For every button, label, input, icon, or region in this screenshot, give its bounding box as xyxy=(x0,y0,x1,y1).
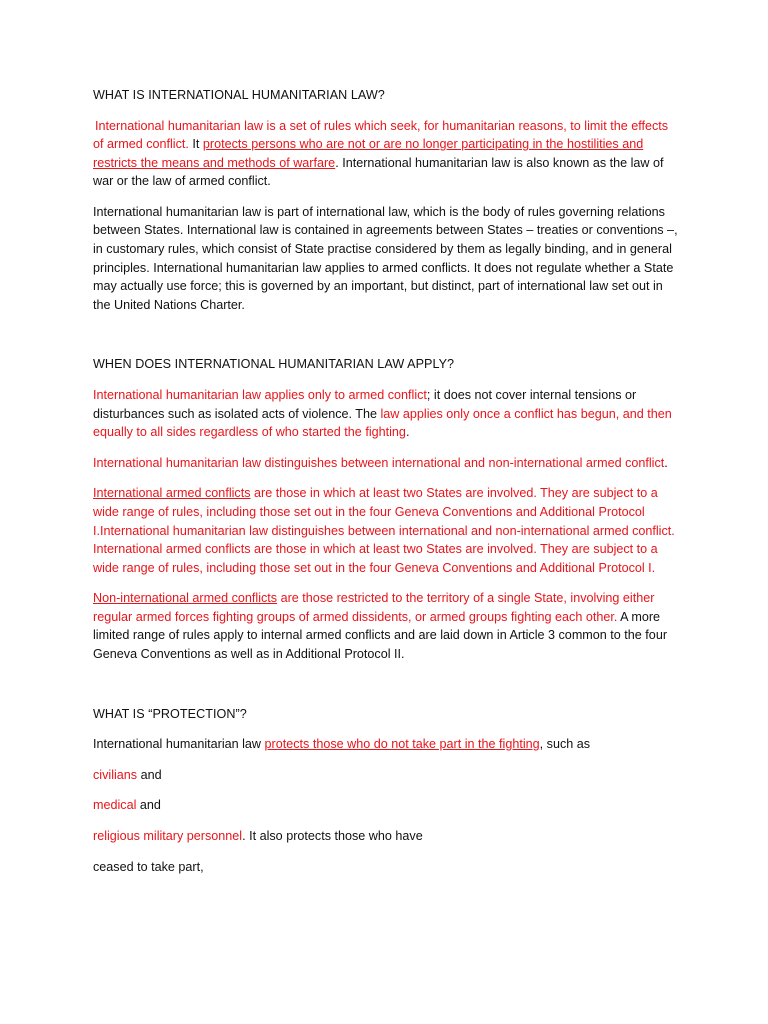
red-text: are those restricted to the territory of a single State, xyxy=(277,591,571,606)
red-underlined-text: protects those who do not take part in the fighting xyxy=(264,737,540,752)
paragraph-ihl-part-of-international-law: International humanitarian law is part of international law, which is the body of rules governing relations between States. International law is contained in agreements between States – treaties or conventions –, in customary rules, which consist of State practise considered by them as legally binding, and in general principles. International humanitarian law applies to armed conflicts. It does not regulate whether a State may actually use force; this is governed by an important, but distinct, part of international law set out in the United Nations Charter. xyxy=(93,204,678,312)
paragraph-protects-those xyxy=(93,735,681,754)
line-ceased-to-take-part: ceased to take part, xyxy=(93,859,204,874)
paragraph-distinguishes-conflicts xyxy=(93,454,681,473)
red-text: medical xyxy=(93,798,137,813)
plain-text: . International humanitarian law is also known as the law of war or the law of armed conflict. xyxy=(93,155,664,189)
plain-text: It xyxy=(188,137,203,152)
plain-text: and xyxy=(136,798,161,813)
red-underlined-text: protects persons who are not or are no longer participating in the hostilities and restricts the means and methods of warfare xyxy=(93,137,644,170)
plain-text: . It also protects those who have xyxy=(242,828,423,843)
paragraph-non-international-armed-conflicts xyxy=(93,589,681,663)
heading-when-does-ihl-apply: WHEN DOES INTERNATIONAL HUMANITARIAN LAW APPLY? xyxy=(93,357,455,372)
plain-text: International humanitarian law xyxy=(93,737,265,752)
document-page xyxy=(93,86,681,876)
plain-text: A more limited range of rules apply to internal armed conflicts and are laid down in Article 3 common to the four Geneva Conventions as well as in Additional Protocol II. xyxy=(93,609,668,662)
red-text: religious military personnel xyxy=(93,828,243,843)
red-text: They are subject to a wide range of rules, including those set out in the four Geneva Conventions and Additional Protocol I.International humanitarian law distinguishes between international and non-international armed conflict. International armed conflicts are those in which at least two States are involved. They are subject to a wide range of rules, including those set out in the four Geneva Conventions and Additional Protocol I. xyxy=(93,486,675,575)
heading-what-is-protection: WHAT IS “PROTECTION”? xyxy=(93,706,247,721)
red-text: involving either regular armed forces fighting groups of armed dissidents, or armed groups fighting each other. xyxy=(93,591,655,624)
red-text: law applies only once a conflict has begun, and then equally to all sides regardless of who started the fighting xyxy=(93,406,672,440)
red-text: International humanitarian law applies only to armed conflict xyxy=(93,387,427,402)
red-text: are those in which at least two States are involved. xyxy=(250,486,541,501)
line-civilians xyxy=(93,766,681,785)
heading-what-is-ihl: WHAT IS INTERNATIONAL HUMANITARIAN LAW? xyxy=(93,88,385,102)
red-text: International humanitarian law is a set of rules which seek, for humanitarian reasons, to limit the effects of armed conflict. xyxy=(93,118,669,152)
plain-text: ; it does not cover internal tensions or disturbances such as isolated acts of violence. The xyxy=(93,387,637,421)
paragraph-applies-only-to-armed-conflict xyxy=(93,386,681,442)
paragraph-international-armed-conflicts xyxy=(93,484,681,577)
plain-text: , such as xyxy=(539,737,591,752)
line-religious-personnel xyxy=(93,827,681,846)
line-medical xyxy=(93,796,681,815)
red-underlined-text: Non-international armed conflicts xyxy=(93,591,278,606)
plain-text: and xyxy=(137,767,162,782)
red-text: civilians xyxy=(93,767,138,782)
red-text: International humanitarian law distinguishes between international and non-international armed conflict xyxy=(93,455,665,470)
plain-text: . xyxy=(664,455,668,470)
paragraph-ihl-definition xyxy=(93,117,681,191)
plain-text: . xyxy=(405,425,410,440)
red-underlined-text: International armed conflicts xyxy=(93,486,251,501)
